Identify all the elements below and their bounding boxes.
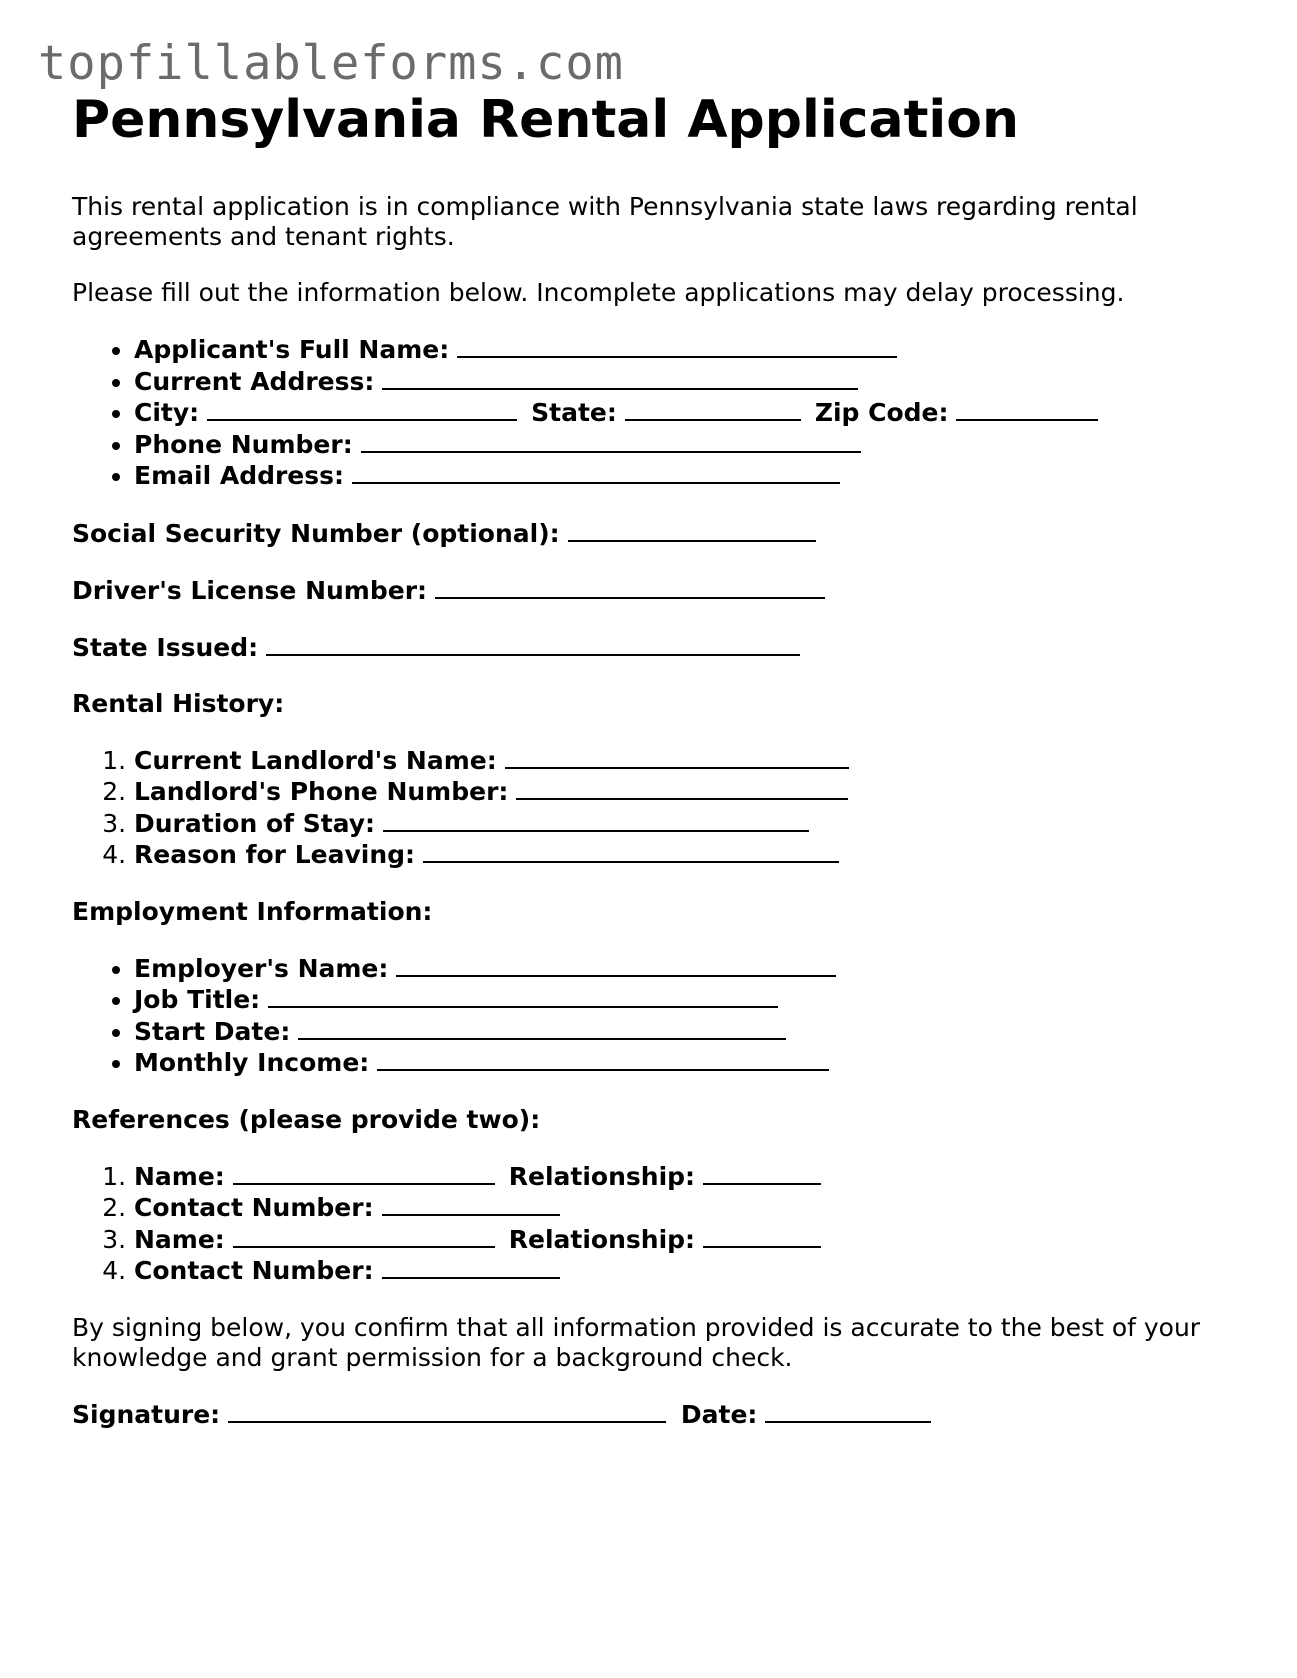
list-item [134,397,1252,429]
list-item [134,1016,1252,1048]
start-date-field[interactable] [298,1016,786,1040]
ref1-contact-field[interactable] [382,1192,560,1216]
employment-list [72,953,1252,1079]
ref1-relationship-field[interactable] [703,1161,821,1185]
employer-label: Employer's Name: [134,953,389,983]
ssn-field[interactable] [568,518,816,542]
list-item [134,953,1252,985]
zip-label: Zip Code: [814,398,949,427]
full-name-label: Applicant's Full Name: [134,335,450,364]
state-label: State: [531,398,617,427]
landlord-name-field[interactable] [505,745,849,769]
state-issued-label: State Issued: [72,632,259,662]
list-item [134,808,1252,840]
intro-text: This rental application is in compliance with Pennsylvania state laws regarding rental agreements and tenant rights. [72,192,1138,251]
duration-label: Duration of Stay: [134,808,376,838]
list-item [134,1224,1252,1256]
date-field[interactable] [765,1399,931,1423]
landlord-name-label: Current Landlord's Name: [134,745,497,775]
list-item [134,839,1252,871]
job-title-label: Job Title: [134,985,261,1014]
rental-history-heading: Rental History: [72,688,285,718]
ref2-relationship-label: Relationship: [508,1224,696,1254]
zip-field[interactable] [956,397,1098,421]
duration-field[interactable] [383,808,809,832]
list-item [134,776,1252,808]
state-issued-field[interactable] [266,632,800,656]
ref1-relationship-label: Relationship: [508,1161,696,1191]
state-issued-row [72,632,1252,663]
full-name-field[interactable] [457,334,897,358]
landlord-phone-field[interactable] [516,776,848,800]
income-field[interactable] [377,1047,829,1071]
signature-row [72,1399,1252,1430]
list-item [134,1255,1252,1287]
list-item [134,429,1252,461]
ssn-row [72,518,1252,549]
reason-field[interactable] [423,839,839,863]
applicant-info-list [72,334,1252,492]
income-label: Monthly Income: [134,1048,370,1077]
ref1-contact-label: Contact Number: [134,1193,374,1222]
list-item [134,366,1252,398]
phone-field[interactable] [361,429,861,453]
license-label: Driver's License Number: [72,575,428,605]
signature-label: Signature: [72,1399,221,1429]
ref1-name-field[interactable] [233,1161,495,1185]
ssn-label: Social Security Number (optional): [72,518,560,548]
employer-field[interactable] [396,953,836,977]
form-page [72,88,1252,1430]
signature-field[interactable] [228,1399,666,1423]
references-list [72,1161,1252,1287]
list-item [134,984,1252,1016]
ref2-name-field[interactable] [233,1224,495,1248]
email-label: Email Address: [134,461,345,490]
ref1-name-label: Name: [134,1161,225,1191]
employment-heading: Employment Information: [72,896,433,926]
watermark: topfillableforms.com [38,36,624,91]
state-field[interactable] [625,397,801,421]
references-heading: References (please provide two): [72,1104,541,1134]
license-field[interactable] [435,575,825,599]
reason-label: Reason for Leaving: [134,840,416,869]
city-field[interactable] [207,397,517,421]
rental-history-list [72,745,1252,871]
address-label: Current Address: [134,366,375,396]
form-title: Pennsylvania Rental Application [72,90,1019,150]
list-item [134,1192,1252,1224]
instructions-text: Please fill out the information below. Incomplete applications may delay processing. [72,278,1125,307]
list-item [134,460,1252,492]
date-label: Date: [680,1399,758,1429]
ref2-contact-field[interactable] [382,1255,560,1279]
address-field[interactable] [382,366,858,390]
job-title-field[interactable] [268,984,778,1008]
landlord-phone-label: Landlord's Phone Number: [134,777,509,806]
city-label: City: [134,398,200,427]
license-row [72,575,1252,606]
phone-label: Phone Number: [134,429,353,459]
consent-text: By signing below, you confirm that all information provided is accurate to the best of your knowledge and grant permission for a background check. [72,1312,1201,1372]
email-field[interactable] [352,460,840,484]
list-item [134,1047,1252,1079]
list-item [134,1161,1252,1193]
ref2-name-label: Name: [134,1224,225,1254]
list-item [134,334,1252,366]
ref2-contact-label: Contact Number: [134,1256,374,1285]
start-date-label: Start Date: [134,1016,291,1046]
ref2-relationship-field[interactable] [703,1224,821,1248]
list-item [134,745,1252,777]
